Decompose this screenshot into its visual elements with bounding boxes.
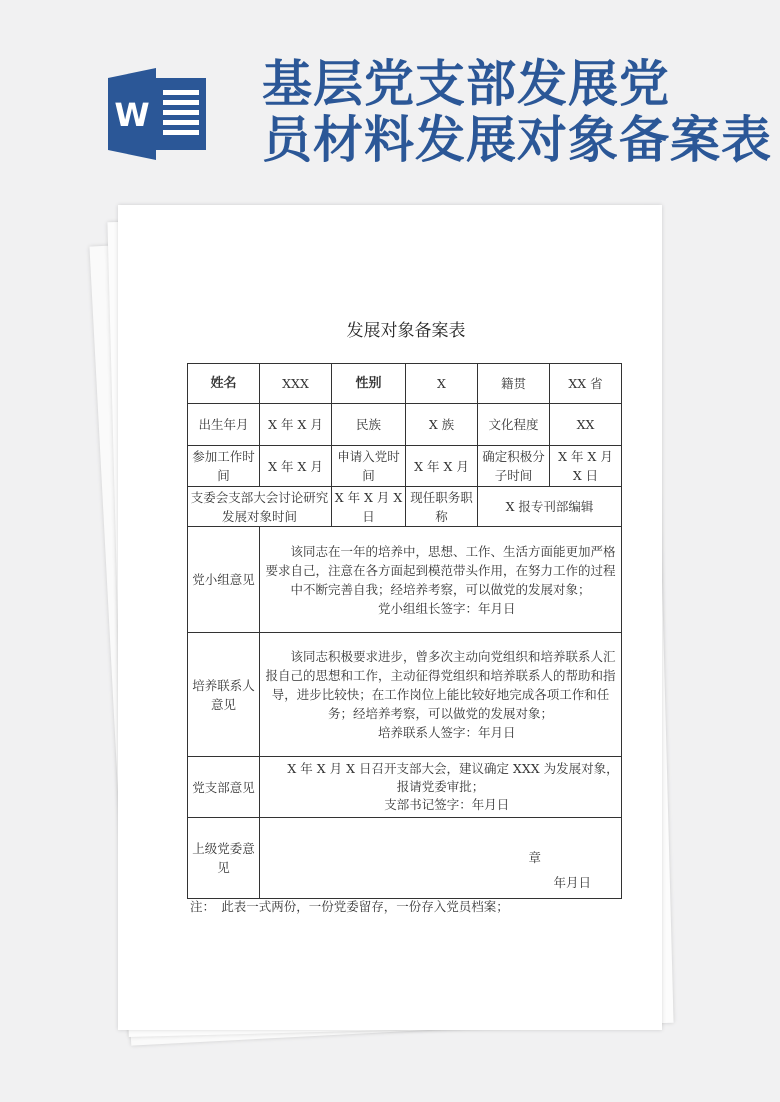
word-logo-icon xyxy=(108,68,208,160)
superior-date: 年月日 xyxy=(553,875,591,890)
table-row xyxy=(188,446,622,487)
value-name: XXX xyxy=(260,364,332,404)
label-branch-opinion: 党支部意见 xyxy=(188,757,260,818)
label-discussion-date: 支委会支部大会讨论研究发展对象时间 xyxy=(188,487,332,527)
label-apply-date: 申请入党时间 xyxy=(332,446,406,487)
label-superior-opinion: 上级党委意见 xyxy=(188,818,260,899)
label-education: 文化程度 xyxy=(478,404,550,446)
headline-line2: 员材料发展对象备案表 xyxy=(262,110,772,169)
group-opinion-text: 该同志在一年的培养中，思想、工作、生活方面能更加严格要求自己，注意在各方面起到模范带头作用，在努力工作的过程中不断完善自我；经培养考察，可以做党的发展对象； xyxy=(265,543,616,597)
value-work-start: X 年 X 月 xyxy=(260,446,332,487)
branch-opinion-text: X 年 X 月 X 日召开支部大会，建议确定 XXX 为发展对象，报请党委审批； xyxy=(287,761,619,794)
value-activist-date: X 年 X 月 X 日 xyxy=(550,446,622,487)
table-row xyxy=(188,487,622,527)
label-work-start: 参加工作时间 xyxy=(188,446,260,487)
label-ethnicity: 民族 xyxy=(332,404,406,446)
contact-opinion xyxy=(260,633,622,757)
table-row xyxy=(188,757,622,818)
label-name: 姓名 xyxy=(188,364,260,404)
value-gender: X xyxy=(406,364,478,404)
group-opinion xyxy=(260,527,622,633)
headline-line1: 基层党支部发展党 xyxy=(262,54,670,113)
label-activist-date: 确定积极分子时间 xyxy=(478,446,550,487)
group-signature: 党小组组长签字：年月日 xyxy=(377,600,516,616)
table-row xyxy=(188,527,622,633)
branch-signature: 支部书记签字：年月日 xyxy=(384,797,510,812)
record-form-table xyxy=(187,363,622,899)
value-origin: XX 省 xyxy=(550,364,622,404)
value-position: X 报专刊部编辑 xyxy=(478,487,622,527)
contact-signature: 培养联系人签字：年月日 xyxy=(377,725,516,740)
document-title: 发展对象备案表 xyxy=(346,321,466,341)
label-group-opinion: 党小组意见 xyxy=(188,527,260,633)
value-apply-date: X 年 X 月 xyxy=(406,446,478,487)
value-ethnicity: X 族 xyxy=(406,404,478,446)
value-discussion-date: X 年 X 月 X 日 xyxy=(332,487,406,527)
footnote: 注： 此表一式两份，一份党委留存，一份存入党员档案； xyxy=(190,899,509,914)
table-row xyxy=(188,633,622,757)
label-gender: 性别 xyxy=(332,364,406,404)
value-education: XX xyxy=(550,404,622,446)
branch-opinion xyxy=(260,757,622,818)
label-contact-opinion: 培养联系人意见 xyxy=(188,633,260,757)
svg-text:W: W xyxy=(114,96,150,134)
headline xyxy=(262,56,772,168)
label-origin: 籍贯 xyxy=(478,364,550,404)
seal-label: 章 xyxy=(528,850,541,865)
label-birth: 出生年月 xyxy=(188,404,260,446)
superior-opinion xyxy=(260,818,622,899)
label-position: 现任职务职称 xyxy=(406,487,478,527)
value-birth: X 年 X 月 xyxy=(260,404,332,446)
contact-opinion-text: 该同志积极要求进步，曾多次主动向党组织和培养联系人汇报自己的思想和工作，主动征得党组织和培养联系人的帮助和指导，进步比较快；在工作岗位上能比较好地完成各项工作和任务；经培养考察，可以做党的发展对象； xyxy=(265,649,616,721)
table-row xyxy=(188,404,622,446)
table-row xyxy=(188,818,622,899)
table-row xyxy=(188,364,622,404)
